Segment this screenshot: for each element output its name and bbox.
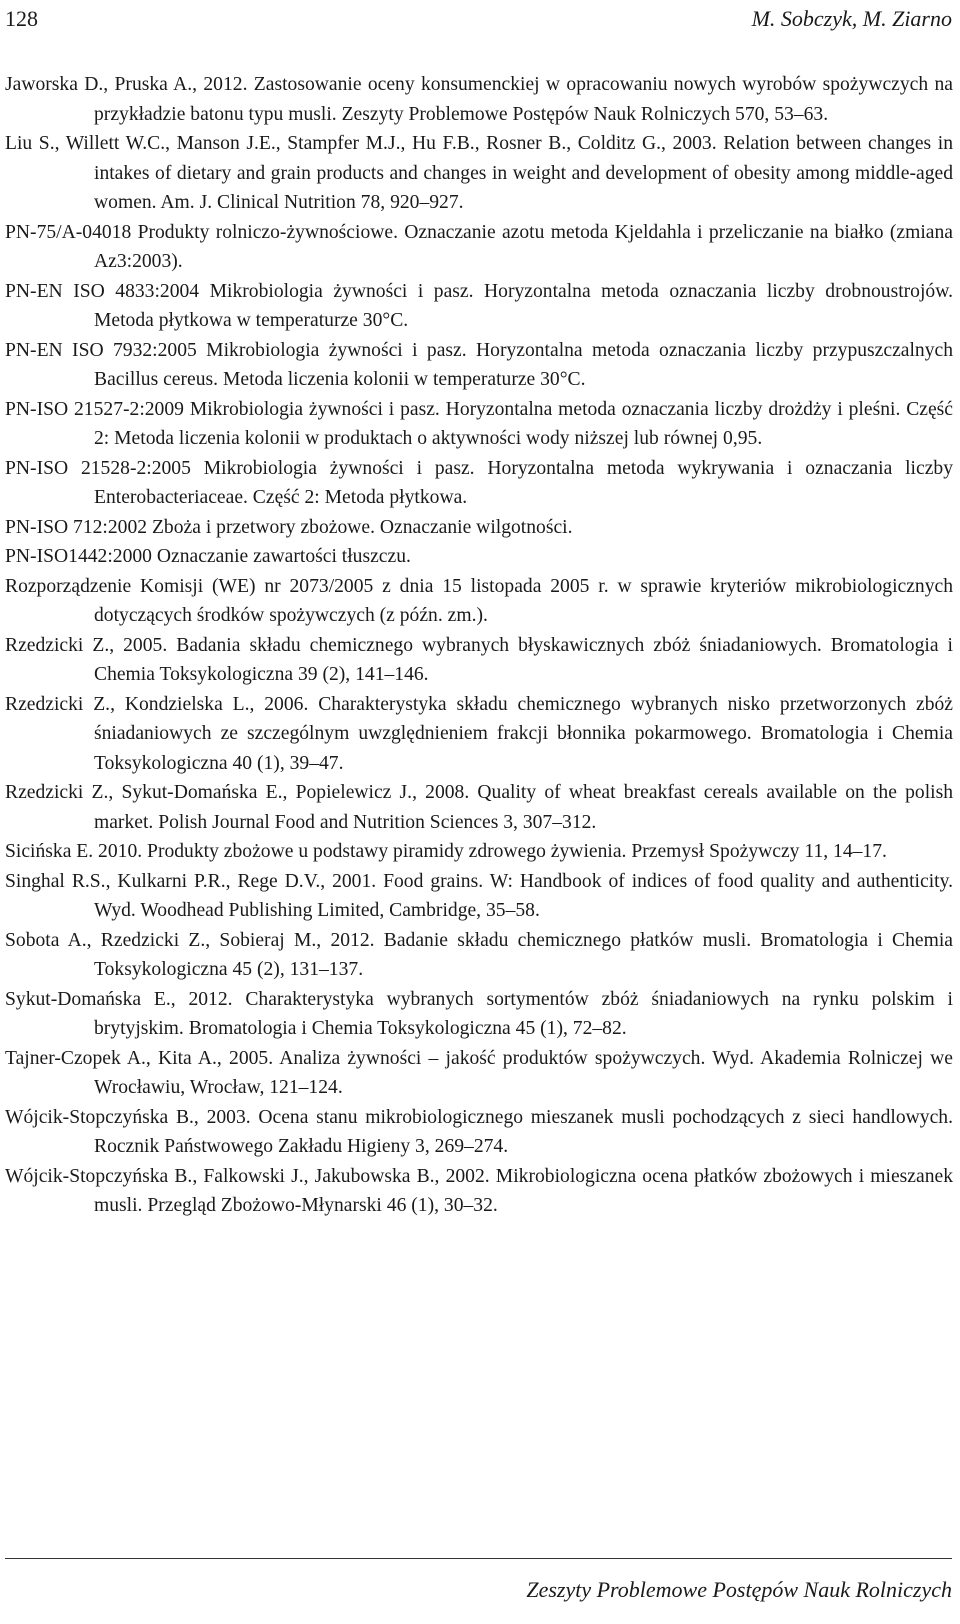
reference-item: Rzedzicki Z., Sykut-Domańska E., Popielewicz J., 2008. Quality of wheat breakfast cereals available on the polish market. Polish Journal Food and Nutrition Sciences 3, 307–312. [5, 782, 953, 833]
page-number: 128 [5, 6, 38, 31]
reference-item: Wójcik-Stopczyńska B., Falkowski J., Jakubowska B., 2002. Mikrobiologiczna ocena płatków zbożowych i mieszanek musli. Przegląd Zbożowo-Młynarski 46 (1), 30–32. [5, 1165, 953, 1216]
reference-item: Rzedzicki Z., 2005. Badania składu chemicznego wybranych błyskawicznych zbóż śniadaniowych. Bromatologia i Chemia Toksykologiczna 39 (2), 141–146. [5, 634, 953, 685]
reference-item: Wójcik-Stopczyńska B., 2003. Ocena stanu mikrobiologicznego mieszanek musli pochodzących z sieci handlowych. Rocznik Państwowego Zakładu Higieny 3, 269–274. [5, 1106, 953, 1157]
reference-item: PN-ISO1442:2000 Oznaczanie zawartości tłuszczu. [5, 546, 411, 567]
reference-item: Sicińska E. 2010. Produkty zbożowe u podstawy piramidy zdrowego żywienia. Przemysł Spożywczy 11, 14–17. [5, 841, 887, 862]
reference-item: Jaworska D., Pruska A., 2012. Zastosowanie oceny konsumenckiej w opracowaniu nowych wyrobów spożywczych na przykładzie batonu typu musli. Zeszyty Problemowe Postępów Nauk Rolniczych 570, 53–63. [5, 74, 953, 125]
running-head-authors: M. Sobczyk, M. Ziarno [751, 6, 952, 31]
reference-item: Rozporządzenie Komisji (WE) nr 2073/2005 z dnia 15 listopada 2005 r. w sprawie kryteriów mikrobiologicznych dotyczących środków spożywczych (z późn. zm.). [5, 575, 953, 626]
reference-list [5, 70, 953, 1221]
reference-item: Liu S., Willett W.C., Manson J.E., Stampfer M.J., Hu F.B., Rosner B., Colditz G., 2003. Relation between changes in intakes of dietary and grain products and changes in weight and development of obesity among middle-aged women. Am. J. Clinical Nutrition 78, 920–927. [5, 133, 953, 213]
reference-item: PN-75/A-04018 Produkty rolniczo-żywnościowe. Oznaczanie azotu metoda Kjeldahla i przeliczanie na białko (zmiana Az3:2003). [5, 221, 953, 272]
reference-item: Tajner-Czopek A., Kita A., 2005. Analiza żywności – jakość produktów spożywczych. Wyd. Akademia Rolniczej we Wrocławiu, Wrocław, 121–124. [5, 1047, 953, 1098]
reference-item: PN-ISO 21528-2:2005 Mikrobiologia żywności i pasz. Horyzontalna metoda wykrywania i oznaczania liczby Enterobacteriaceae. Część 2: Metoda płytkowa. [5, 457, 953, 508]
reference-item: PN-ISO 21527-2:2009 Mikrobiologia żywności i pasz. Horyzontalna metoda oznaczania liczby drożdży i pleśni. Część 2: Metoda liczenia kolonii w produktach o aktywności wody niższej lub równej 0,95. [5, 398, 953, 449]
running-foot-journal: Zeszyty Problemowe Postępów Nauk Rolniczych [526, 1577, 952, 1602]
reference-item: PN-EN ISO 7932:2005 Mikrobiologia żywności i pasz. Horyzontalna metoda oznaczania liczby przypuszczalnych Bacillus cereus. Metoda liczenia kolonii w temperaturze 30°C. [5, 339, 953, 390]
reference-item: Singhal R.S., Kulkarni P.R., Rege D.V., 2001. Food grains. W: Handbook of indices of food quality and authenticity. Wyd. Woodhead Publishing Limited, Cambridge, 35–58. [5, 870, 953, 921]
reference-item: PN-ISO 712:2002 Zboża i przetwory zbożowe. Oznaczanie wilgotności. [5, 516, 573, 538]
page-header [5, 4, 952, 34]
reference-item: Rzedzicki Z., Kondzielska L., 2006. Charakterystyka składu chemicznego wybranych nisko przetworzonych zbóż śniadaniowych ze szczególnym uwzględnieniem frakcji błonnika pokarmowego. Bromatologia i Chemia Toksykologiczna 40 (1), 39–47. [5, 693, 953, 774]
footer-divider [5, 1558, 952, 1559]
reference-item: PN-EN ISO 4833:2004 Mikrobiologia żywności i pasz. Horyzontalna metoda oznaczania liczby drobnoustrojów. Metoda płytkowa w temperaturze 30°C. [5, 280, 953, 331]
reference-item: Sobota A., Rzedzicki Z., Sobieraj M., 2012. Badanie składu chemicznego płatków musli. Bromatologia i Chemia Toksykologiczna 45 (2), 131–137. [5, 929, 953, 980]
reference-item: Sykut-Domańska E., 2012. Charakterystyka wybranych sortymentów zbóż śniadaniowych na rynku polskim i brytyjskim. Bromatologia i Chemia Toksykologiczna 45 (1), 72–82. [5, 988, 953, 1039]
